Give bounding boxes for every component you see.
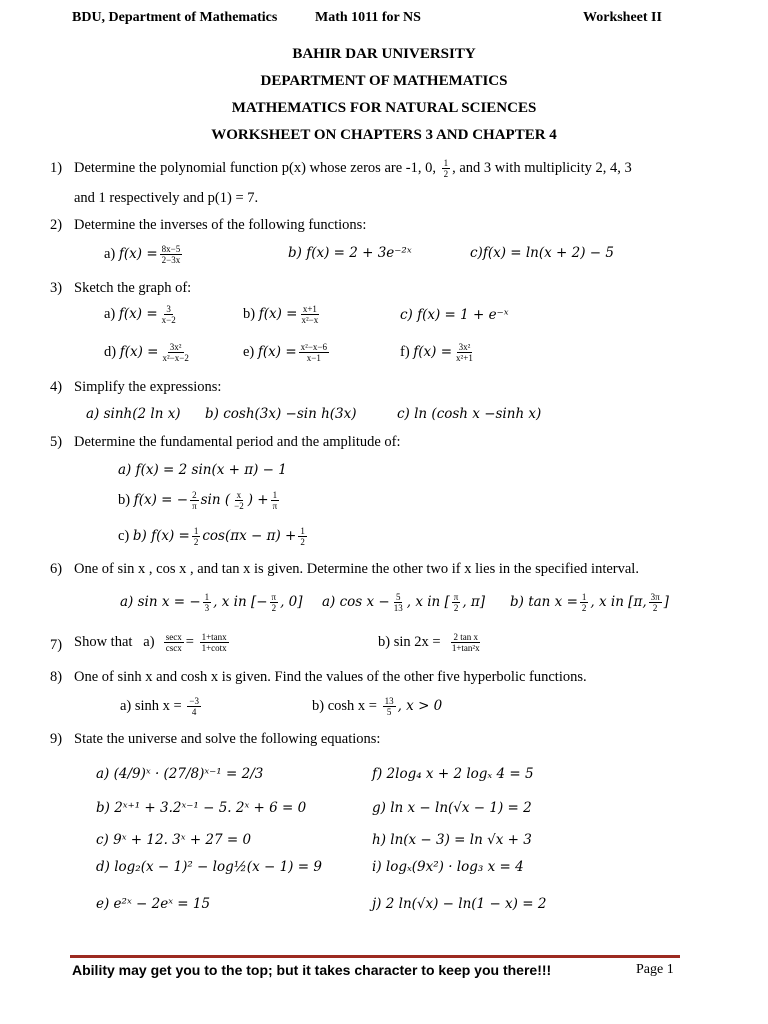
header-left: BDU, Department of Mathematics (72, 10, 278, 25)
q8-b: b) cosh x = $\frac{13}{5}$ , x > 0 (312, 696, 443, 717)
q4-number: 4) (50, 379, 63, 395)
q9-g: g) ln x − ln(√x − 1) = 2 (372, 800, 532, 816)
q4-a: a) sinh(2 ln x) (86, 406, 181, 422)
q5-c: c) b) f(x) = $\frac{1}{2}$ cos(πx − π) + $\frac{1}{2}$ (118, 526, 305, 547)
q6-a: a) sin x = − $\frac{1}{3}$ , x in [− $\frac{\pi}{2}$ , 0] (120, 592, 303, 613)
q9-f: f) 2log₄ x + 2 logₓ 4 = 5 (372, 766, 534, 782)
footer-quote: Ability may get you to the top; but it takes character to keep you there!!! (72, 962, 552, 978)
q6-c: b) tan x = $\frac{1}{2}$ , x in [π, $\frac{3\pi}{2}$ ] (510, 592, 669, 613)
q9-text: State the universe and solve the following equations: (74, 731, 381, 747)
q8-number: 8) (50, 669, 63, 685)
q9-c: c) 9ˣ + 12. 3ˣ + 27 = 0 (96, 832, 252, 848)
q5-a: a) f(x) = 2 sin(x + π) − 1 (118, 462, 287, 478)
q9-e: e) e²ˣ − 2eˣ = 15 (96, 896, 211, 912)
q7-a: Show that a) $\frac{\sec x}{\csc x}$ = $\frac{1+\tan x}{1+\cot x}$ (74, 632, 227, 653)
q2-b: b) f(x) = 2 + 3e⁻²ˣ (288, 245, 412, 261)
footer-divider (70, 955, 680, 958)
q9-j: j) 2 ln(√x) − ln(1 − x) = 2 (372, 896, 547, 912)
q9-i: i) logₓ(9x²) · log₃ x = 4 (372, 859, 524, 875)
q7-b: b) sin 2x = $\frac{\text{2 tan x}}{\text{1+tan²x}}$ (378, 632, 480, 653)
title-department: DEPARTMENT OF MATHEMATICS (260, 73, 508, 89)
q9-d: d) log₂(x − 1)² − log½(x − 1) = 9 (96, 859, 322, 875)
q3-e: e) f(x) = $\frac{\text{x²−x−6}}{x-1}$ (243, 342, 327, 363)
q3-d: d) f(x) = $\frac{\text{3x²}}{\text{x²−x−2}}$ (104, 342, 189, 363)
q3-text: Sketch the graph of: (74, 280, 192, 296)
q2-c: c)f(x) = ln(x + 2) − 5 (470, 245, 614, 261)
q6-text: One of sin x , cos x , and tan x is given. Determine the other two if x lies in the specified interval. (74, 561, 639, 577)
q4-c: c) ln (cosh x −sinh x) (397, 406, 542, 422)
page-number: Page 1 (636, 962, 674, 977)
q6-b: a) cos x − $\frac{5}{13}$ , x in [ $\frac{\pi}{2}$ , π] (322, 592, 486, 613)
q9-a: a) (4/9)ˣ · (27/8)ˣ⁻¹ = 2/3 (96, 766, 264, 782)
q3-a: a) f(x) = $\frac{3}{x-2}$ (104, 304, 176, 325)
q5-number: 5) (50, 434, 63, 450)
q1-line1: Determine the polynomial function p(x) whose zeros are -1, 0, $\frac{1}{2}$ , and 3 with multiplicity 2, 4, 3 (74, 158, 632, 179)
q3-c: c) f(x) = 1 + e⁻ˣ (400, 307, 509, 323)
header-right: Worksheet II (583, 10, 662, 25)
q6-number: 6) (50, 561, 63, 577)
q5-b: b) f(x) = − $\frac{2}{\pi}$ sin ( $\frac{x}{-2}$ ) + $\frac{1}{\pi}$ (118, 490, 278, 511)
q9-number: 9) (50, 731, 63, 747)
title-course: MATHEMATICS FOR NATURAL SCIENCES (231, 100, 537, 116)
q2-a: a) f(x) = $\frac{8x-5}{2-3x}$ (104, 244, 181, 265)
q2-number: 2) (50, 217, 63, 233)
q3-f: f) f(x) = $\frac{\text{3x²}}{\text{x²+1}}$ (400, 342, 473, 363)
q4-b: b) cosh(3x) −sin h(3x) (205, 406, 357, 422)
q5-text: Determine the fundamental period and the amplitude of: (74, 434, 401, 450)
q9-h: h) ln(x − 3) = ln √x + 3 (372, 832, 532, 848)
q1-number: 1) (50, 160, 63, 176)
q3-b: b) f(x) = $\frac{x+1}{\text{x²−x}}$ (243, 304, 319, 325)
title-worksheet: WORKSHEET ON CHAPTERS 3 AND CHAPTER 4 (211, 127, 557, 143)
q4-text: Simplify the expressions: (74, 379, 222, 395)
q1-line2: and 1 respectively and p(1) = 7. (74, 190, 259, 206)
header-center: Math 1011 for NS (315, 10, 421, 25)
q8-a: a) sinh x = $\frac{-3}{4}$ (120, 696, 199, 717)
q2-text: Determine the inverses of the following functions: (74, 217, 367, 233)
title-university: BAHIR DAR UNIVERSITY (292, 46, 476, 62)
q7-number: 7) (50, 637, 63, 653)
q9-b: b) 2ˣ⁺¹ + 3.2ˣ⁻¹ − 5. 2ˣ + 6 = 0 (96, 800, 307, 816)
q8-text: One of sinh x and cosh x is given. Find the values of the other five hyperbolic functions. (74, 669, 587, 685)
q3-number: 3) (50, 280, 63, 296)
